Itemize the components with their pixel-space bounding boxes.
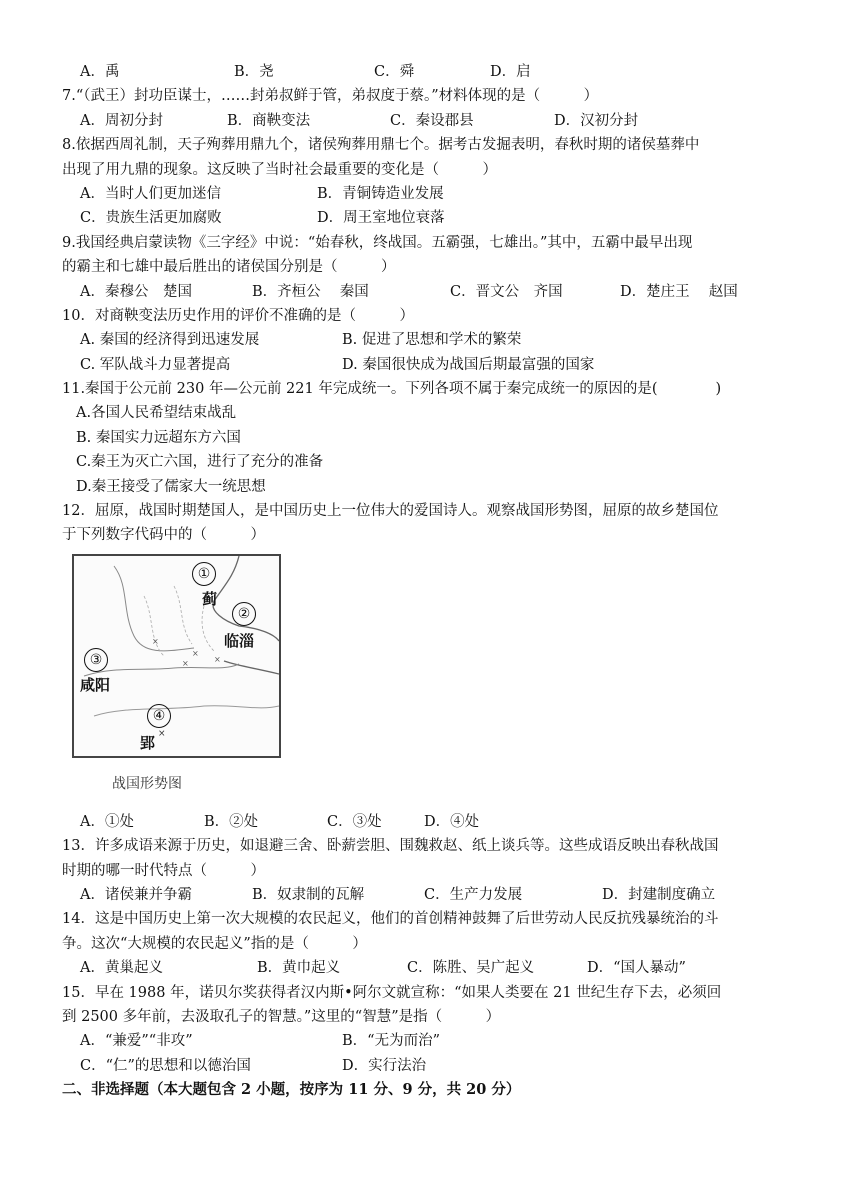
q13-option-a: A．诸侯兼并争霸	[80, 886, 192, 903]
q7-option-c: C．秦设郡县	[390, 112, 474, 129]
q15-options-row2	[62, 1054, 807, 1078]
exam-page	[62, 60, 807, 1103]
marker-1: ①	[192, 562, 216, 586]
city-linzi: 临淄	[224, 631, 255, 650]
q9-option-b: B．齐桓公 秦国	[252, 283, 369, 300]
svg-text:×: ×	[158, 728, 166, 739]
q14-option-c: C．陈胜、吴广起义	[407, 960, 535, 977]
q13-stem-line1: 13．许多成语来源于历史，如退避三舍、卧薪尝胆、围魏救赵、纸上谈兵等。这些成语反映出春秋战国	[62, 838, 719, 855]
q12-options	[62, 810, 807, 834]
q13-option-c: C．生产力发展	[424, 886, 523, 903]
q8-stem-line1: 8.依据西周礼制，天子殉葬用鼎九个，诸侯殉葬用鼎七个。据考古发掘表明，春秋时期的诸侯墓葬中	[62, 137, 700, 154]
q13-stem-line2: 时期的哪一时代特点（ ）	[62, 862, 265, 879]
q10-option-d: D. 秦国很快成为战国后期最富强的国家	[342, 356, 595, 373]
q14-option-d: D．“国人暴动”	[587, 960, 686, 977]
q9-option-c: C．晋文公 齐国	[450, 283, 563, 300]
q7-options	[62, 109, 807, 133]
city-ying: 郢	[140, 733, 156, 752]
q9-option-d: D．楚庄王 赵国	[620, 283, 738, 300]
q6-option-a: A．禹	[80, 64, 120, 80]
marker-2: ②	[232, 602, 256, 626]
q7-option-a: A．周初分封	[80, 112, 163, 129]
city-xianyang: 咸阳	[80, 675, 111, 694]
q11-option-a: A.各国人民希望结束战乱	[76, 405, 237, 422]
q11-option-b: B. 秦国实力远超东方六国	[76, 429, 241, 446]
q9-stem-line2: 的霸主和七雄中最后胜出的诸侯国分别是（ ）	[62, 259, 396, 276]
warring-states-map	[72, 548, 807, 810]
q15-option-b: B．“无为而治”	[342, 1033, 440, 1050]
city-ji: 蓟	[202, 589, 218, 608]
q10-option-b: B. 促进了思想和学术的繁荣	[342, 332, 522, 349]
q6-option-d: D．启	[490, 64, 531, 80]
q12-option-d: D．④处	[424, 813, 480, 830]
q8-stem-line2: 出现了用九鼎的现象。这反映了当时社会最重要的变化是（ ）	[62, 161, 497, 178]
marker-3: ③	[84, 648, 108, 672]
q14-option-b: B．黄巾起义	[257, 960, 341, 977]
map-caption: 战国形势图	[112, 775, 182, 792]
q13-options	[62, 883, 807, 907]
q10-options-row2	[62, 353, 807, 377]
q12-stem-line1: 12．屈原，战国时期楚国人，是中国历史上一位伟大的爱国诗人。观察战国形势图，屈原的故乡楚国位	[62, 503, 719, 520]
q7-option-b: B．商鞅变法	[227, 112, 311, 129]
q6-options	[62, 60, 807, 84]
q14-options	[62, 956, 807, 980]
q9-options	[62, 280, 807, 304]
q10-option-a: A. 秦国的经济得到迅速发展	[80, 332, 260, 349]
q13-option-d: D．封建制度确立	[602, 886, 716, 903]
q15-stem-line1: 15．早在 1988 年，诺贝尔奖获得者汉内斯•阿尔文就宣称：“如果人类要在 21 世纪生存下去，必须回	[62, 984, 722, 1001]
svg-text:×: ×	[152, 636, 159, 646]
svg-text:×: ×	[214, 654, 221, 664]
svg-text:×: ×	[182, 658, 189, 668]
q9-option-a: A．秦穆公 楚国	[80, 283, 192, 300]
q15-option-a: A．“兼爱”“非攻”	[80, 1033, 193, 1050]
q12-option-c: C．③处	[327, 813, 382, 830]
q8-option-a: A．当时人们更加迷信	[80, 185, 221, 202]
q15-options-row1	[62, 1029, 807, 1053]
q15-option-c: C．“仁”的思想和以德治国	[80, 1057, 251, 1074]
q10-stem: 10．对商鞅变法历史作用的评价不准确的是（ ）	[62, 307, 414, 324]
q12-option-b: B．②处	[204, 813, 259, 830]
q7-option-d: D．汉初分封	[554, 112, 639, 129]
q11-option-c: C.秦王为灭亡六国，进行了充分的准备	[76, 454, 324, 471]
q12-option-a: A．①处	[80, 813, 134, 830]
q14-option-a: A．黄巢起义	[80, 960, 163, 977]
q7-stem: 7.“（武王）封功臣谋士，……封弟叔鲜于管，弟叔度于蔡。”材料体现的是（ ）	[62, 88, 599, 105]
q15-stem-line2: 到 2500 多年前，去汲取孔子的智慧。”这里的“智慧”是指（ ）	[62, 1008, 501, 1025]
q6-option-c: C．舜	[374, 64, 415, 80]
q8-options-row2	[62, 206, 807, 230]
section-2-heading: 二、非选择题（本大题包含 2 小题，按序为 11 分、9 分，共 20 分）	[62, 1081, 521, 1099]
q9-stem-line1: 9.我国经典启蒙读物《三字经》中说：“始春秋，终战国。五霸强，七雄出。”其中，五霸中最早出现	[62, 234, 693, 251]
q11-stem: 11.秦国于公元前 230 年—公元前 221 年完成统一。下列各项不属于秦完成统一的原因的是( )	[62, 381, 722, 398]
q12-stem-line2: 于下列数字代码中的（ ）	[62, 527, 265, 544]
q10-options-row1	[62, 328, 807, 352]
q14-stem-line2: 争。这次“大规模的农民起义”指的是（ ）	[62, 935, 367, 952]
q8-options-row1	[62, 182, 807, 206]
marker-4: ④	[147, 704, 171, 728]
q15-option-d: D．实行法治	[342, 1057, 427, 1074]
q13-option-b: B．奴隶制的瓦解	[252, 886, 365, 903]
q14-stem-line1: 14．这是中国历史上第一次大规模的农民起义，他们的首创精神鼓舞了后世劳动人民反抗残暴统治的斗	[62, 911, 719, 928]
q10-option-c: C. 军队战斗力显著提高	[80, 356, 231, 373]
q8-option-d: D．周王室地位衰落	[317, 210, 445, 227]
q8-option-c: C．贵族生活更加腐败	[80, 210, 222, 227]
q11-option-d: D.秦王接受了儒家大一统思想	[76, 478, 266, 495]
q8-option-b: B．青铜铸造业发展	[317, 185, 444, 202]
svg-text:×: ×	[192, 648, 199, 658]
q6-option-b: B．尧	[234, 64, 274, 80]
